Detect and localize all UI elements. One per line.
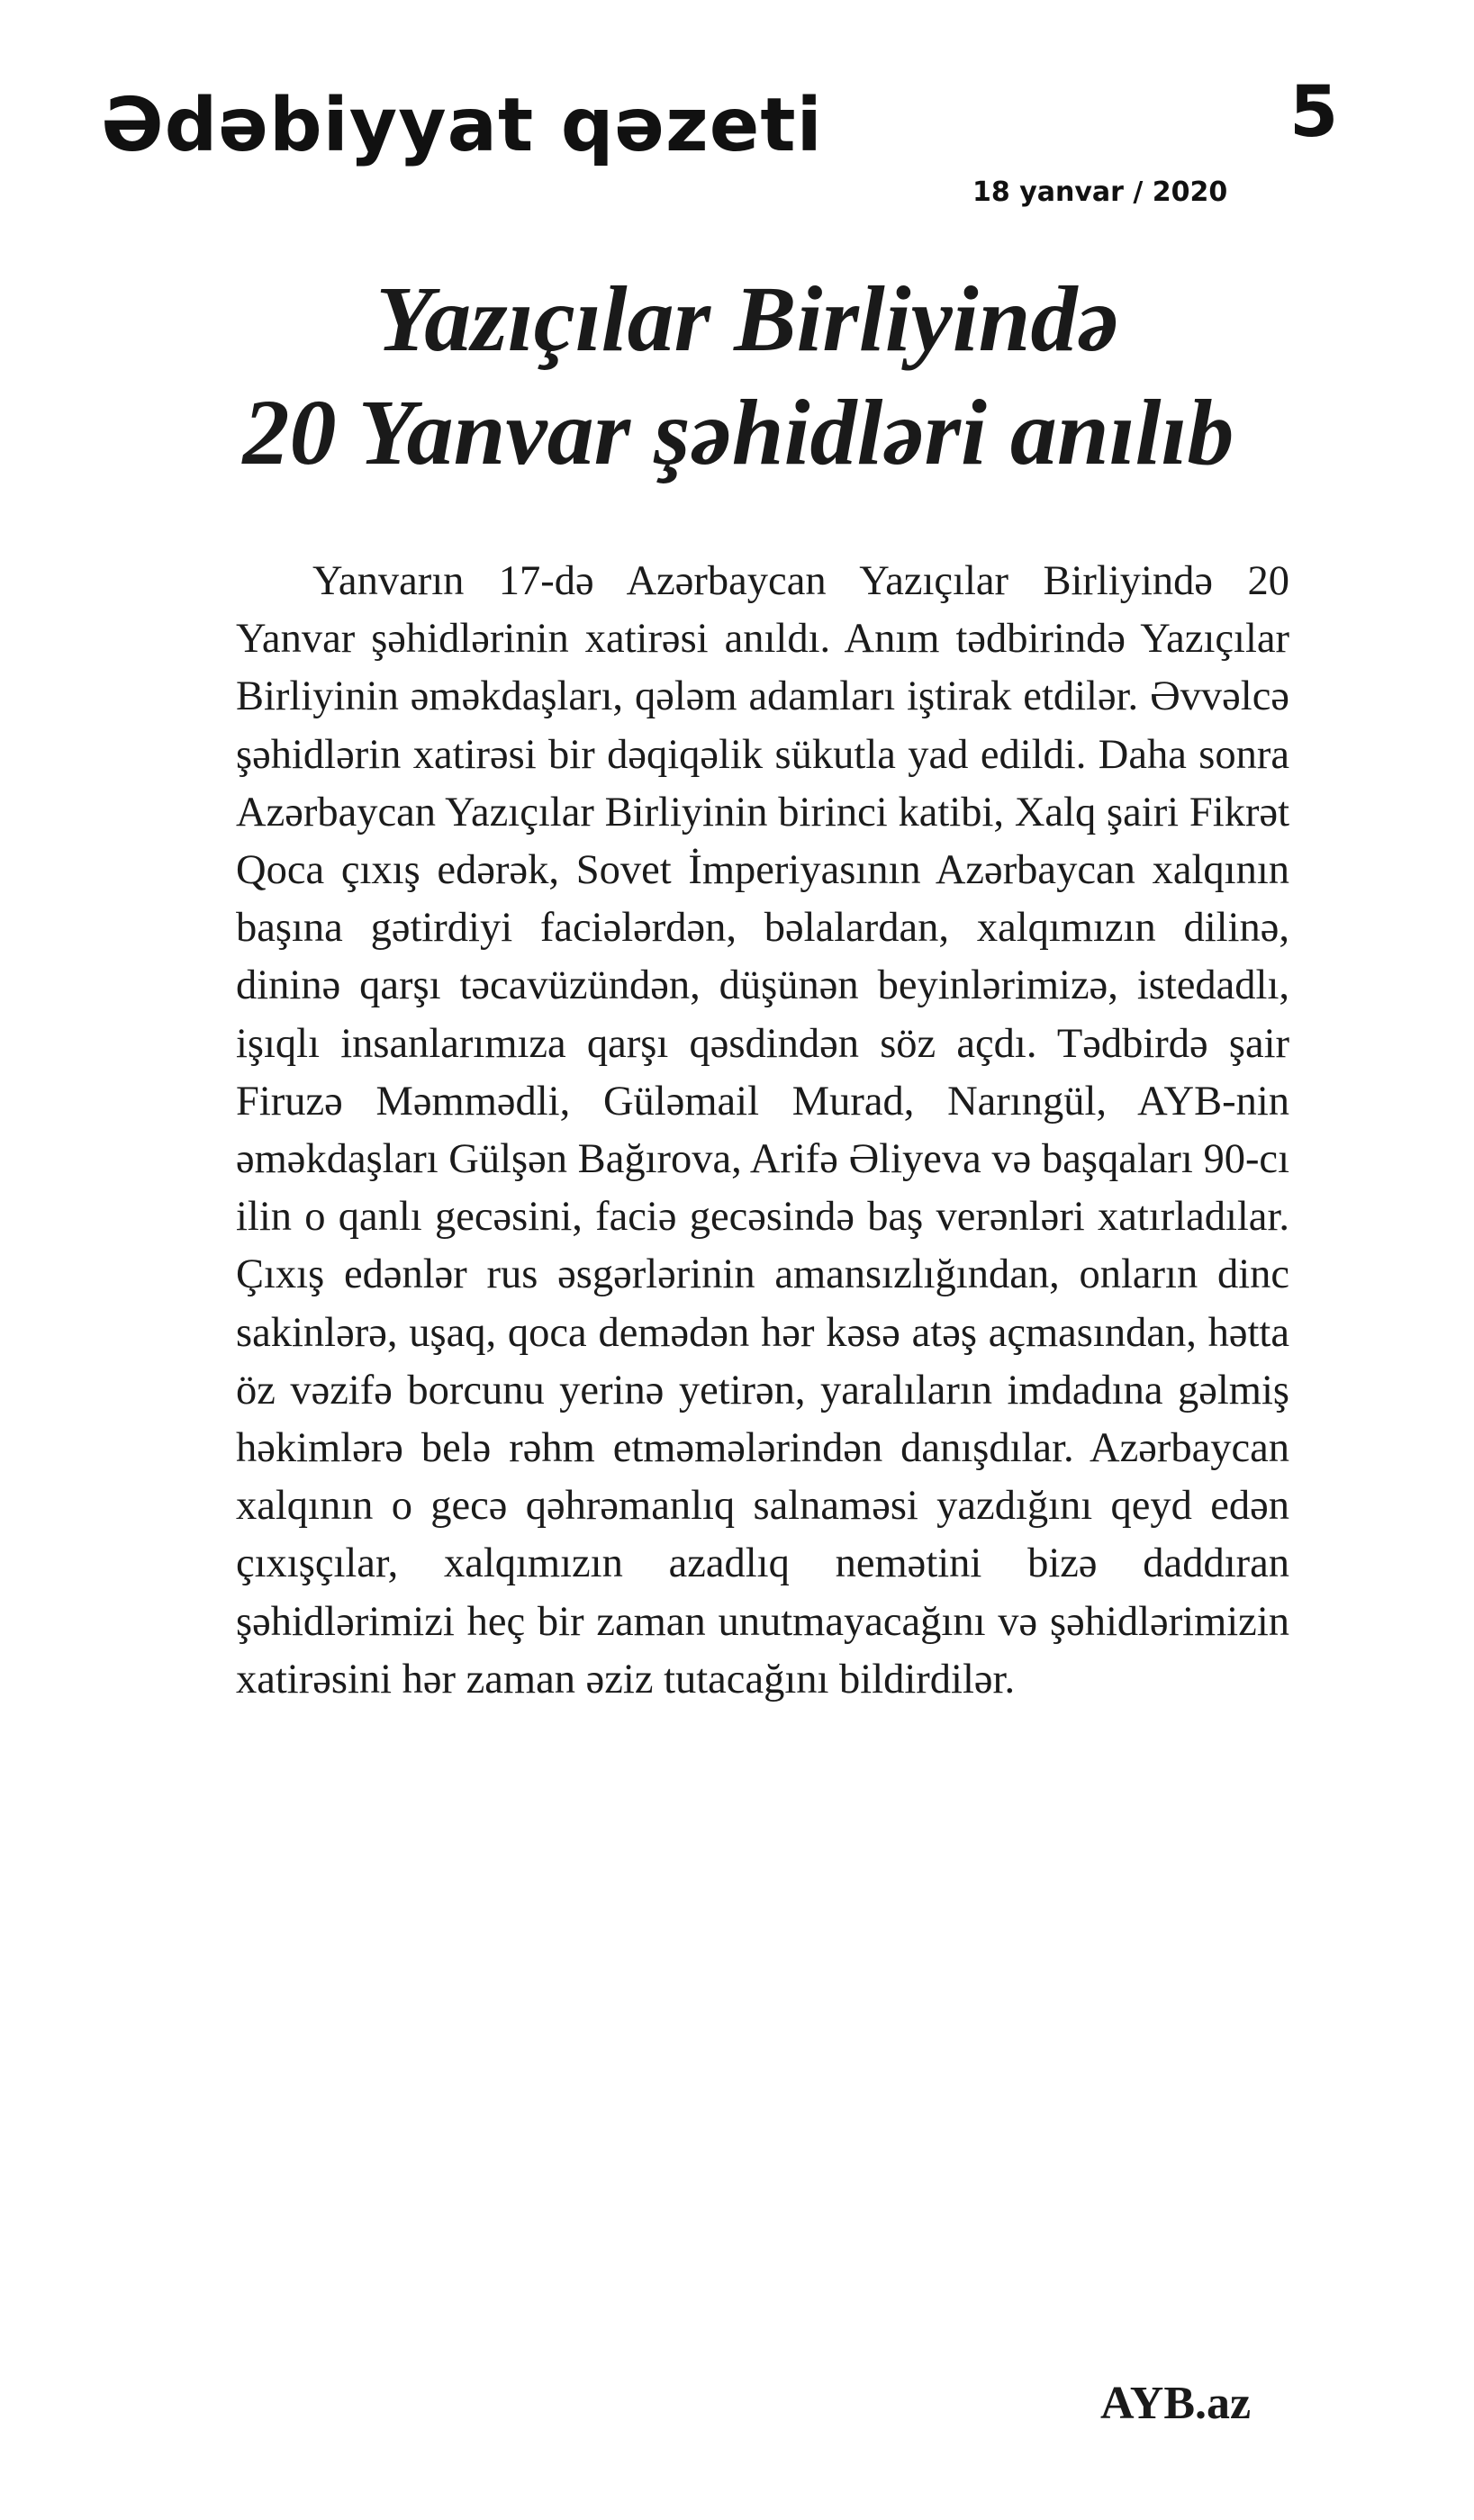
- article-headline: [180, 263, 1297, 490]
- newspaper-title: Ədəbiyyat qəzeti: [101, 83, 823, 168]
- article-source: AYB.az: [1100, 2378, 1252, 2429]
- page-number: 5: [1289, 72, 1339, 153]
- headline-line-2: 20 Yanvar şəhidləri anılıb: [242, 381, 1234, 484]
- headline-line-1: Yazıçılar Birliyində: [375, 267, 1119, 371]
- article-body: Yanvarın 17-də Azərbaycan Yazıçılar Birliyində 20 Yanvar şəhidlərinin xatirəsi anıldı. Anım tədbirində Yazıçılar Birliyinin əməkdaşları, qələm adamları iştirak etdilər. Əvvəlcə şəhidlərin xatirəsi bir dəqiqəlik sükutla yad edildi. Daha sonra Azərbaycan Yazıçılar Birliyinin birinci katibi, Xalq şairi Fikrət Qoca çıxış edərək, Sovet İmperiyasının Azərbaycan xalqının başına gətirdiyi faciələrdən, bəlalardan, xalqımızın dilinə, dininə qarşı təcavüzündən, düşünən beyinlərimizə, istedadlı, işıqlı insanlarımıza qarşı qəsdindən söz açdı. Tədbirdə şair Firuzə Məmmədli, Güləmail Murad, Narıngül, AYB-nin əməkdaşları Gülşən Bağırova, Arifə Əliyeva və başqaları 90-cı ilin o qanlı gecəsini, faciə gecəsində baş verənləri xatırladılar. Çıxış edənlər rus əsgərlərinin amansızlığından, onların dinc sakinlərə, uşaq, qoca demədən hər kəsə atəş açmasından, hətta öz vəzifə borcunu yerinə yetirən, yaralıların imdadına gəlmiş həkimlərə belə rəhm etməmələrindən danışdılar. Azərbaycan xalqının o gecə qəhrəmanlıq salnaməsi yazdığını qeyd edən çıxışçılar, xalqımızın azadlıq nemətini bizə daddıran şəhidlərimizi heç bir zaman unutmayacağını və şəhidlərimizin xatirəsini hər zaman əziz tutacağını bildirdilər.: [236, 558, 1289, 1703]
- issue-date: 18 yanvar / 2020: [972, 176, 1228, 208]
